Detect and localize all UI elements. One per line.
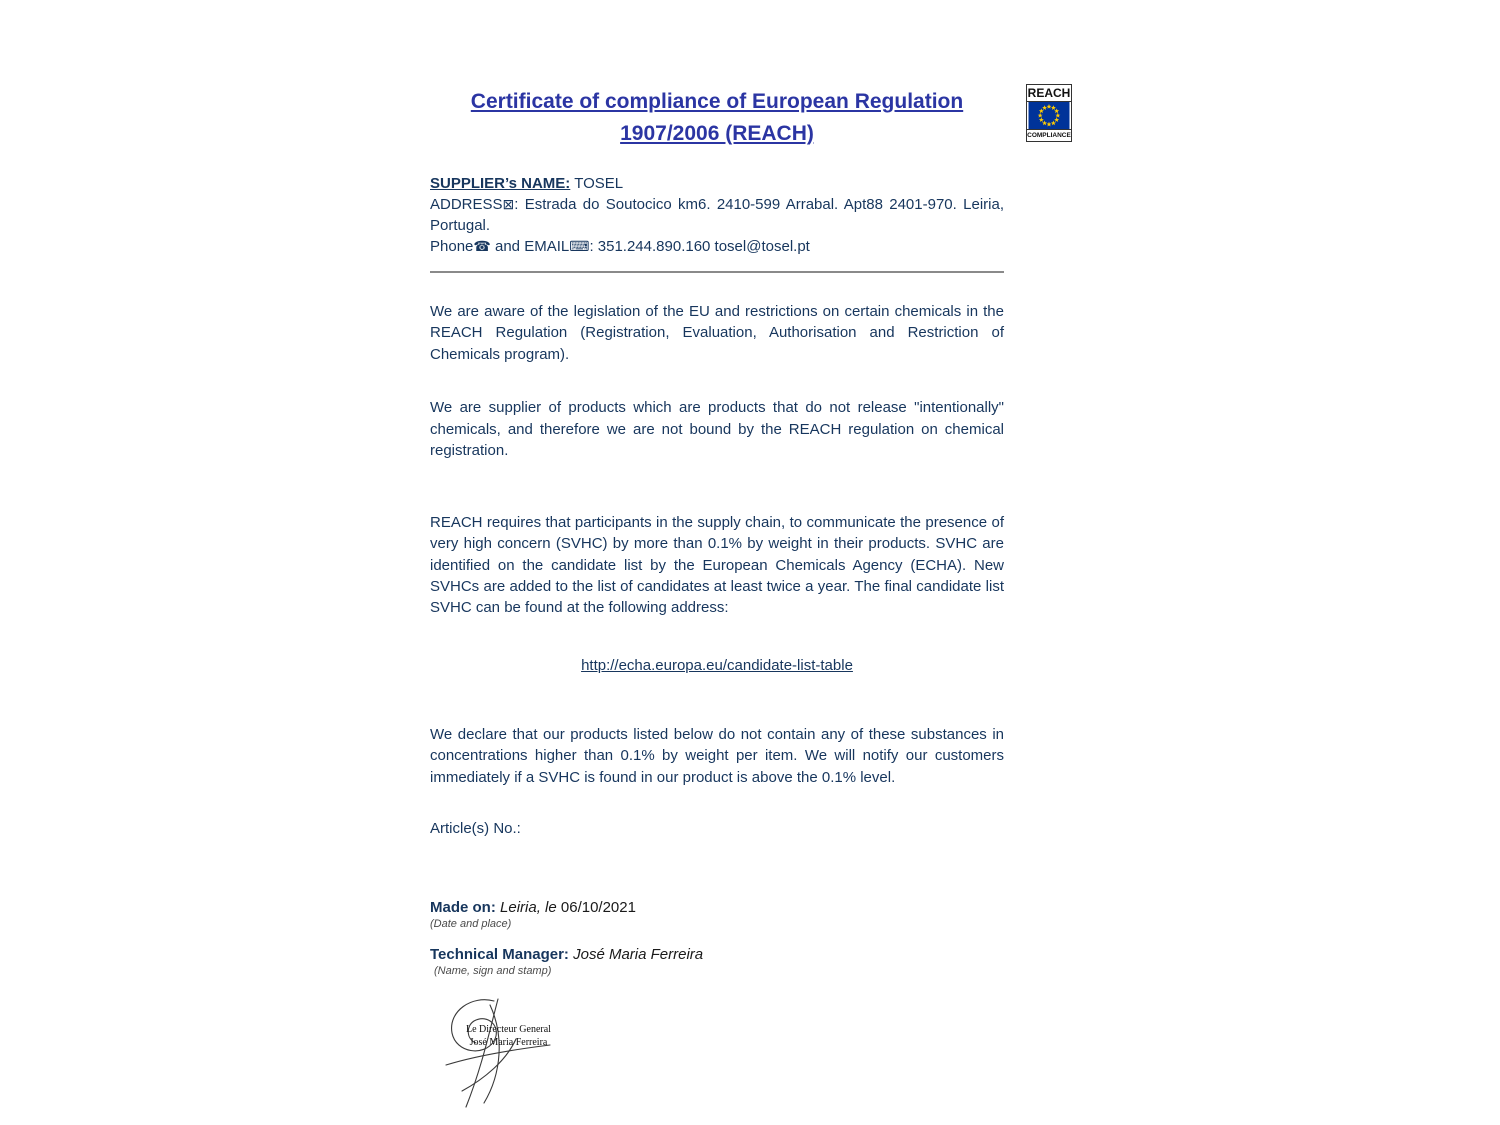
supplier-name-label: SUPPLIER’s NAME: bbox=[430, 175, 571, 192]
article-number-line: Article(s) No.: bbox=[430, 820, 521, 838]
envelope-icon: ⊠ bbox=[502, 196, 515, 212]
made-on-date: 06/10/2021 bbox=[556, 899, 636, 917]
document-content bbox=[430, 86, 1004, 1115]
made-on-place: Leiria, le bbox=[495, 899, 557, 917]
phone-label: Phone bbox=[430, 238, 474, 255]
paragraph-supplier-statement: We are supplier of products which are products that do not release "intentionally" chemicals, and therefore we are not bound by the REACH regulation on chemical registration. bbox=[430, 399, 1004, 460]
signature-scribble-icon bbox=[432, 995, 592, 1115]
made-on-caption: (Date and place) bbox=[430, 918, 512, 931]
paragraph-declaration: We declare that our products listed below do not contain any of these substances in concentrations higher than 0.1% by weight per item. We will notify our customers immediately if a SVHC is found in our product is above the 0.1% level. bbox=[430, 725, 1004, 786]
paragraph-awareness: We are aware of the legislation of the EU and restrictions on certain chemicals in the REACH Regulation (Registration, Evaluation, Authorisation and Restriction of Chemicals program). bbox=[430, 303, 1004, 363]
technical-manager-line bbox=[430, 946, 1004, 963]
phone-icon: ☎ bbox=[473, 238, 491, 254]
paragraph-reach-requirements: REACH requires that participants in the supply chain, to communicate the presence of very high concern (SVHC) by more than 0.1% by weight in their products. SVHC are identified on the candidate list by the European Chemicals Agency (ECHA). New SVHCs are added to the list of candidates at least twice a year. The final candidate list SVHC can be found at the following address: bbox=[430, 513, 1004, 617]
supplier-block bbox=[430, 173, 1004, 257]
logo-compliance-text: COMPLIANCE bbox=[1027, 132, 1071, 139]
signature-stamp-line-1: Le Directeur General bbox=[466, 1024, 551, 1036]
section-divider bbox=[430, 271, 1004, 273]
email-label: and EMAIL bbox=[490, 238, 570, 255]
eu-flag-icon bbox=[1027, 101, 1071, 130]
made-on-label: Made on: bbox=[430, 899, 496, 917]
supplier-address-line bbox=[430, 194, 1004, 236]
supplier-name-value: TOSEL bbox=[570, 175, 624, 192]
made-on-line bbox=[430, 899, 1004, 916]
candidate-list-link-line bbox=[430, 657, 1004, 674]
title-line-1: Certificate of compliance of European Regulation bbox=[470, 90, 964, 113]
title-line-2: 1907/2006 (REACH) bbox=[620, 121, 814, 145]
logo-reach-text: REACH bbox=[1027, 86, 1071, 100]
address-value: : Estrada do Soutocico km6. 2410-599 Arrabal. Apt88 2401-970. Leiria, Portugal. bbox=[430, 196, 1004, 234]
contact-value: : 351.244.890.160 tosel@tosel.pt bbox=[589, 238, 810, 255]
technical-manager-name: José Maria Ferreira bbox=[568, 946, 704, 964]
signature-stamp-line-2: José Maria Ferreira bbox=[469, 1037, 548, 1049]
technical-manager-label: Technical Manager: bbox=[430, 946, 569, 964]
reach-compliance-logo bbox=[1026, 84, 1072, 142]
page-title bbox=[430, 86, 1004, 149]
address-label: ADDRESS bbox=[430, 196, 503, 213]
supplier-name-line bbox=[430, 173, 1004, 194]
signature-stamp-text bbox=[466, 1023, 551, 1049]
technical-manager-caption: (Name, sign and stamp) bbox=[434, 965, 552, 978]
supplier-contact-line bbox=[430, 236, 1004, 257]
signature-block bbox=[432, 995, 592, 1115]
computer-icon: ⌨ bbox=[569, 238, 590, 254]
candidate-list-link[interactable]: http://echa.europa.eu/candidate-list-table bbox=[581, 656, 853, 674]
